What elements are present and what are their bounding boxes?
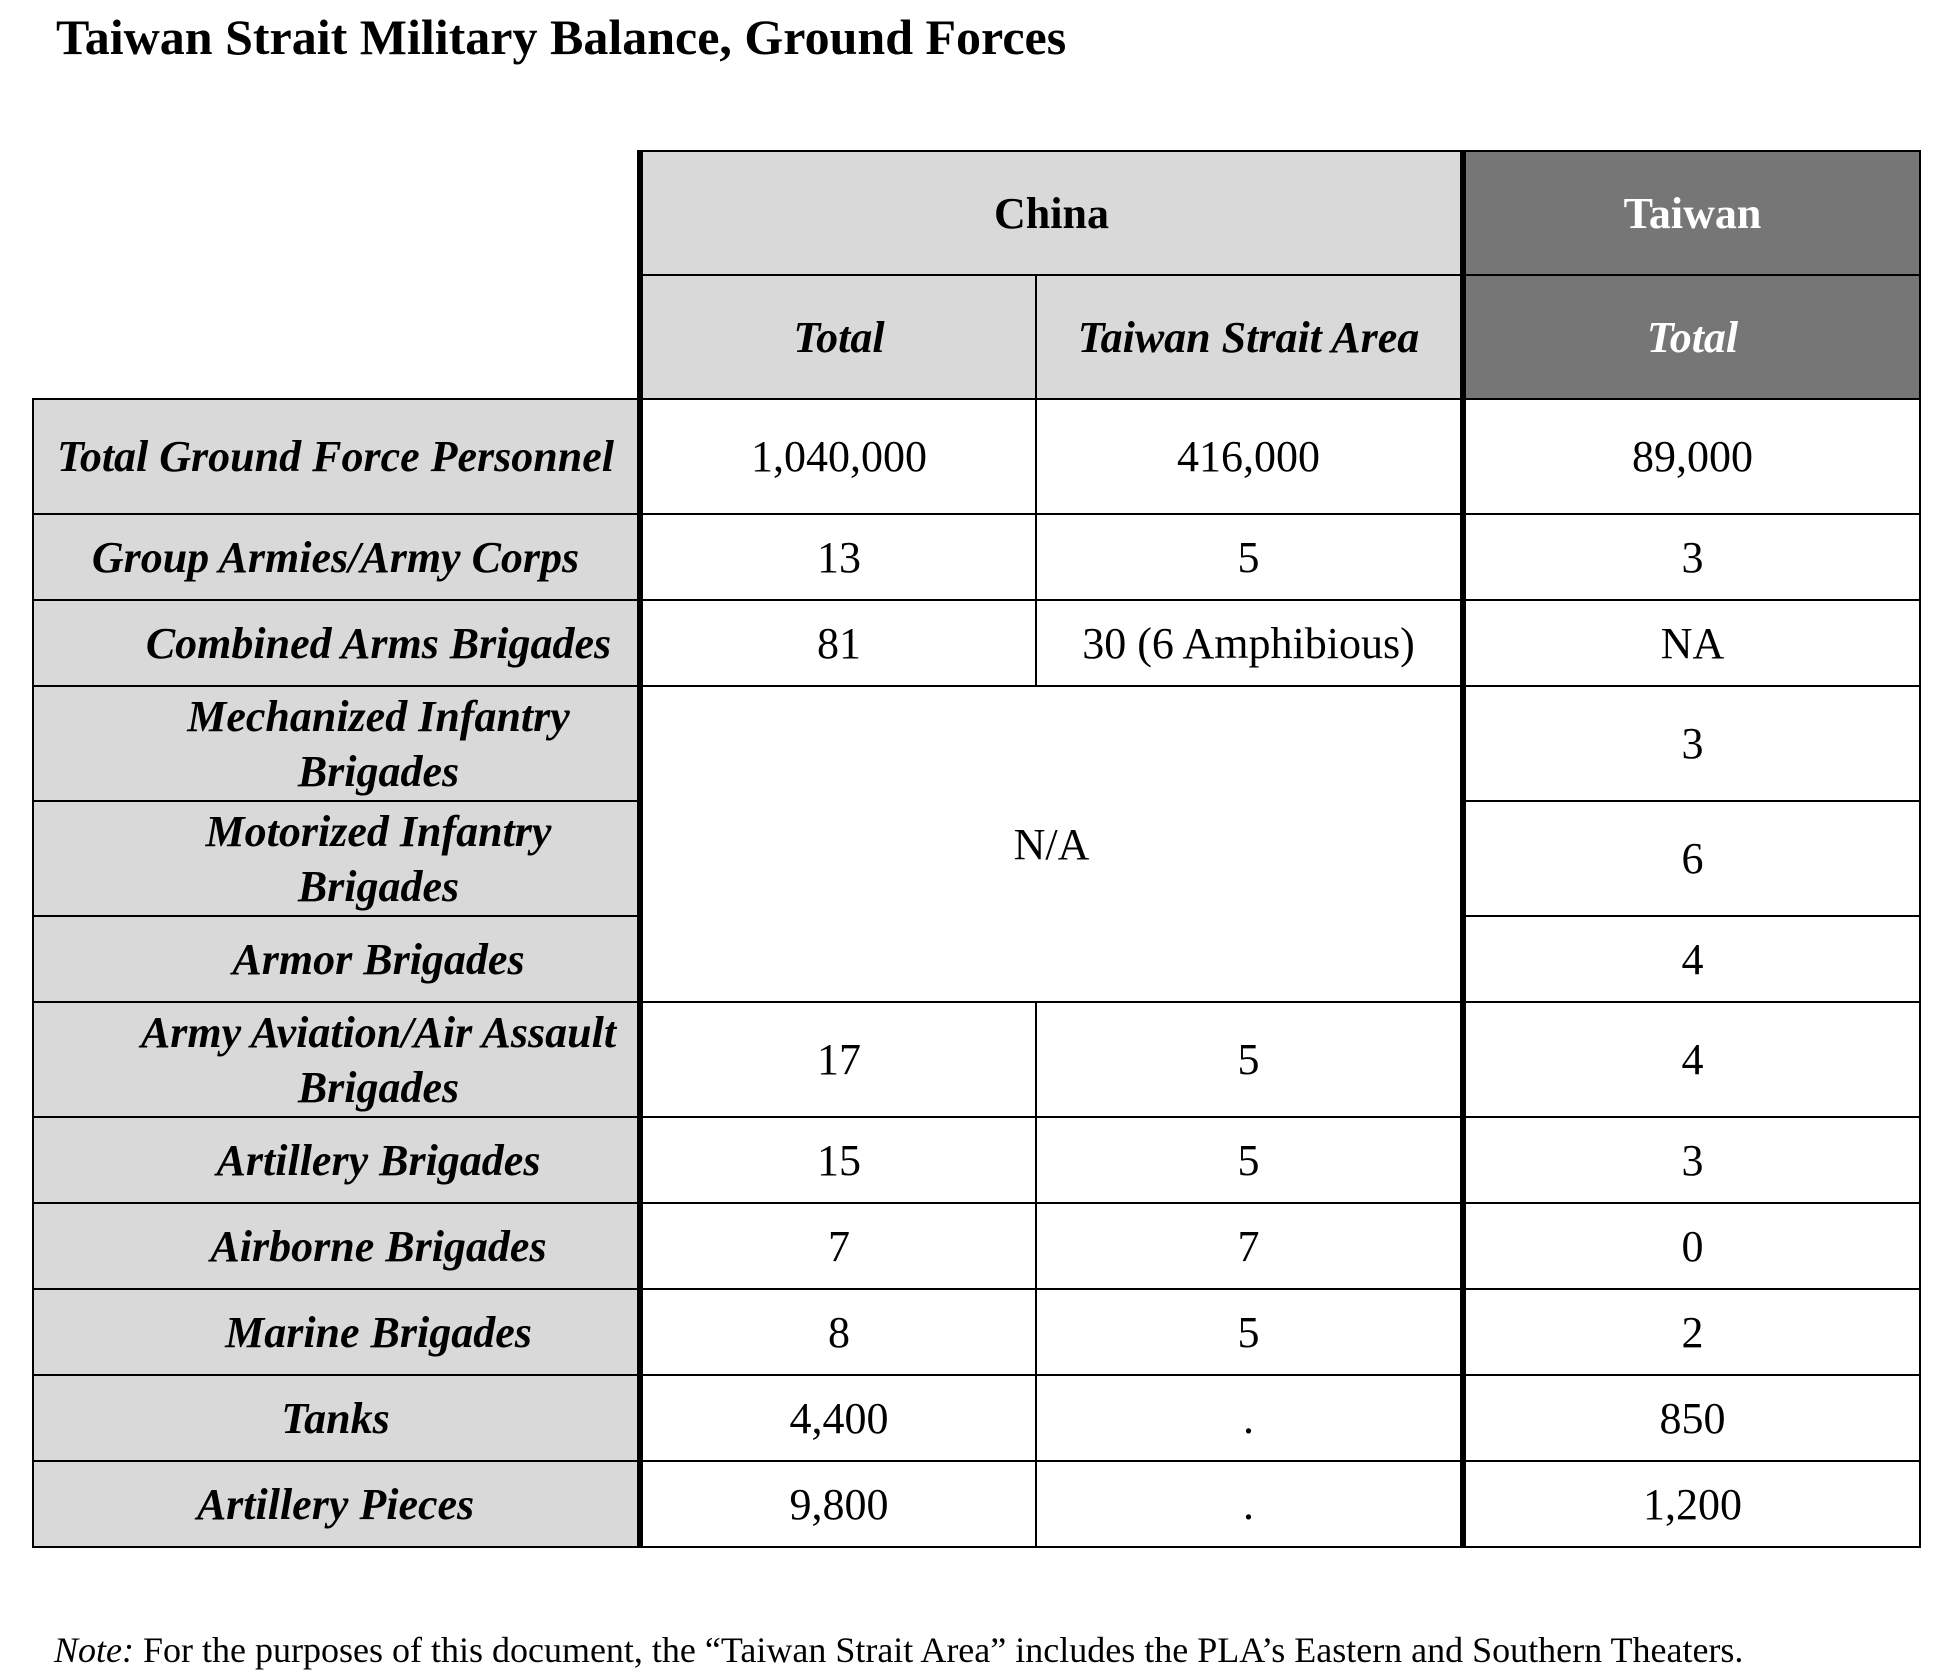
taiwan-total-cell: 3 [1463, 686, 1920, 801]
row-label: Mechanized Infantry Brigades [33, 686, 640, 801]
china-strait-cell: 5 [1036, 514, 1463, 600]
subheader-china-total: Total [640, 275, 1036, 399]
china-strait-cell: 5 [1036, 1289, 1463, 1375]
footnote-text: For the purposes of this document, the “Taiwan Strait Area” includes the PLA’s Eastern and Southern Theaters. [133, 1630, 1744, 1670]
taiwan-total-cell: 0 [1463, 1203, 1920, 1289]
table-row [33, 399, 1920, 514]
china-total-cell: 13 [640, 514, 1036, 600]
taiwan-total-cell: 2 [1463, 1289, 1920, 1375]
china-total-cell: 1,040,000 [640, 399, 1036, 514]
table-row [33, 1375, 1920, 1461]
table-row [33, 1117, 1920, 1203]
table-row [33, 1461, 1920, 1547]
china-merged-na-cell: N/A [640, 686, 1463, 1002]
china-strait-cell: 7 [1036, 1203, 1463, 1289]
taiwan-total-cell: 3 [1463, 1117, 1920, 1203]
china-total-cell: 7 [640, 1203, 1036, 1289]
header-blank-cell [33, 151, 640, 399]
china-total-cell: 8 [640, 1289, 1036, 1375]
footnote [54, 1628, 1743, 1672]
row-label: Total Ground Force Personnel [33, 399, 640, 514]
table-row [33, 600, 1920, 686]
subheader-china-strait-area: Taiwan Strait Area [1036, 275, 1463, 399]
china-total-cell: 17 [640, 1002, 1036, 1117]
header-row-countries [33, 151, 1920, 275]
taiwan-total-cell: 6 [1463, 801, 1920, 916]
table-row [33, 1289, 1920, 1375]
row-label: Army Aviation/Air Assault Brigades [33, 1002, 640, 1117]
row-label: Tanks [33, 1375, 640, 1461]
row-label: Motorized Infantry Brigades [33, 801, 640, 916]
taiwan-total-cell: 850 [1463, 1375, 1920, 1461]
taiwan-total-cell: 1,200 [1463, 1461, 1920, 1547]
taiwan-total-cell: 4 [1463, 1002, 1920, 1117]
header-taiwan: Taiwan [1463, 151, 1920, 275]
taiwan-total-cell: NA [1463, 600, 1920, 686]
china-strait-cell: 5 [1036, 1002, 1463, 1117]
table-row [33, 1203, 1920, 1289]
taiwan-total-cell: 3 [1463, 514, 1920, 600]
taiwan-total-cell: 89,000 [1463, 399, 1920, 514]
military-balance-table [32, 150, 1921, 1548]
china-strait-cell: 5 [1036, 1117, 1463, 1203]
footnote-label: Note: [54, 1630, 134, 1670]
table-row [33, 514, 1920, 600]
table-row [33, 686, 1920, 801]
row-label: Armor Brigades [33, 916, 640, 1002]
subheader-taiwan-total: Total [1463, 275, 1920, 399]
china-total-cell: 81 [640, 600, 1036, 686]
row-label: Artillery Brigades [33, 1117, 640, 1203]
china-strait-cell: 30 (6 Amphibious) [1036, 600, 1463, 686]
china-strait-cell: . [1036, 1461, 1463, 1547]
china-strait-cell: 416,000 [1036, 399, 1463, 514]
row-label: Group Armies/Army Corps [33, 514, 640, 600]
china-total-cell: 9,800 [640, 1461, 1036, 1547]
row-label: Marine Brigades [33, 1289, 640, 1375]
page-title: Taiwan Strait Military Balance, Ground Forces [56, 9, 1067, 65]
china-strait-cell: . [1036, 1375, 1463, 1461]
row-label: Combined Arms Brigades [33, 600, 640, 686]
row-label: Airborne Brigades [33, 1203, 640, 1289]
table-row [33, 1002, 1920, 1117]
taiwan-total-cell: 4 [1463, 916, 1920, 1002]
china-total-cell: 4,400 [640, 1375, 1036, 1461]
china-total-cell: 15 [640, 1117, 1036, 1203]
row-label: Artillery Pieces [33, 1461, 640, 1547]
header-china: China [640, 151, 1463, 275]
